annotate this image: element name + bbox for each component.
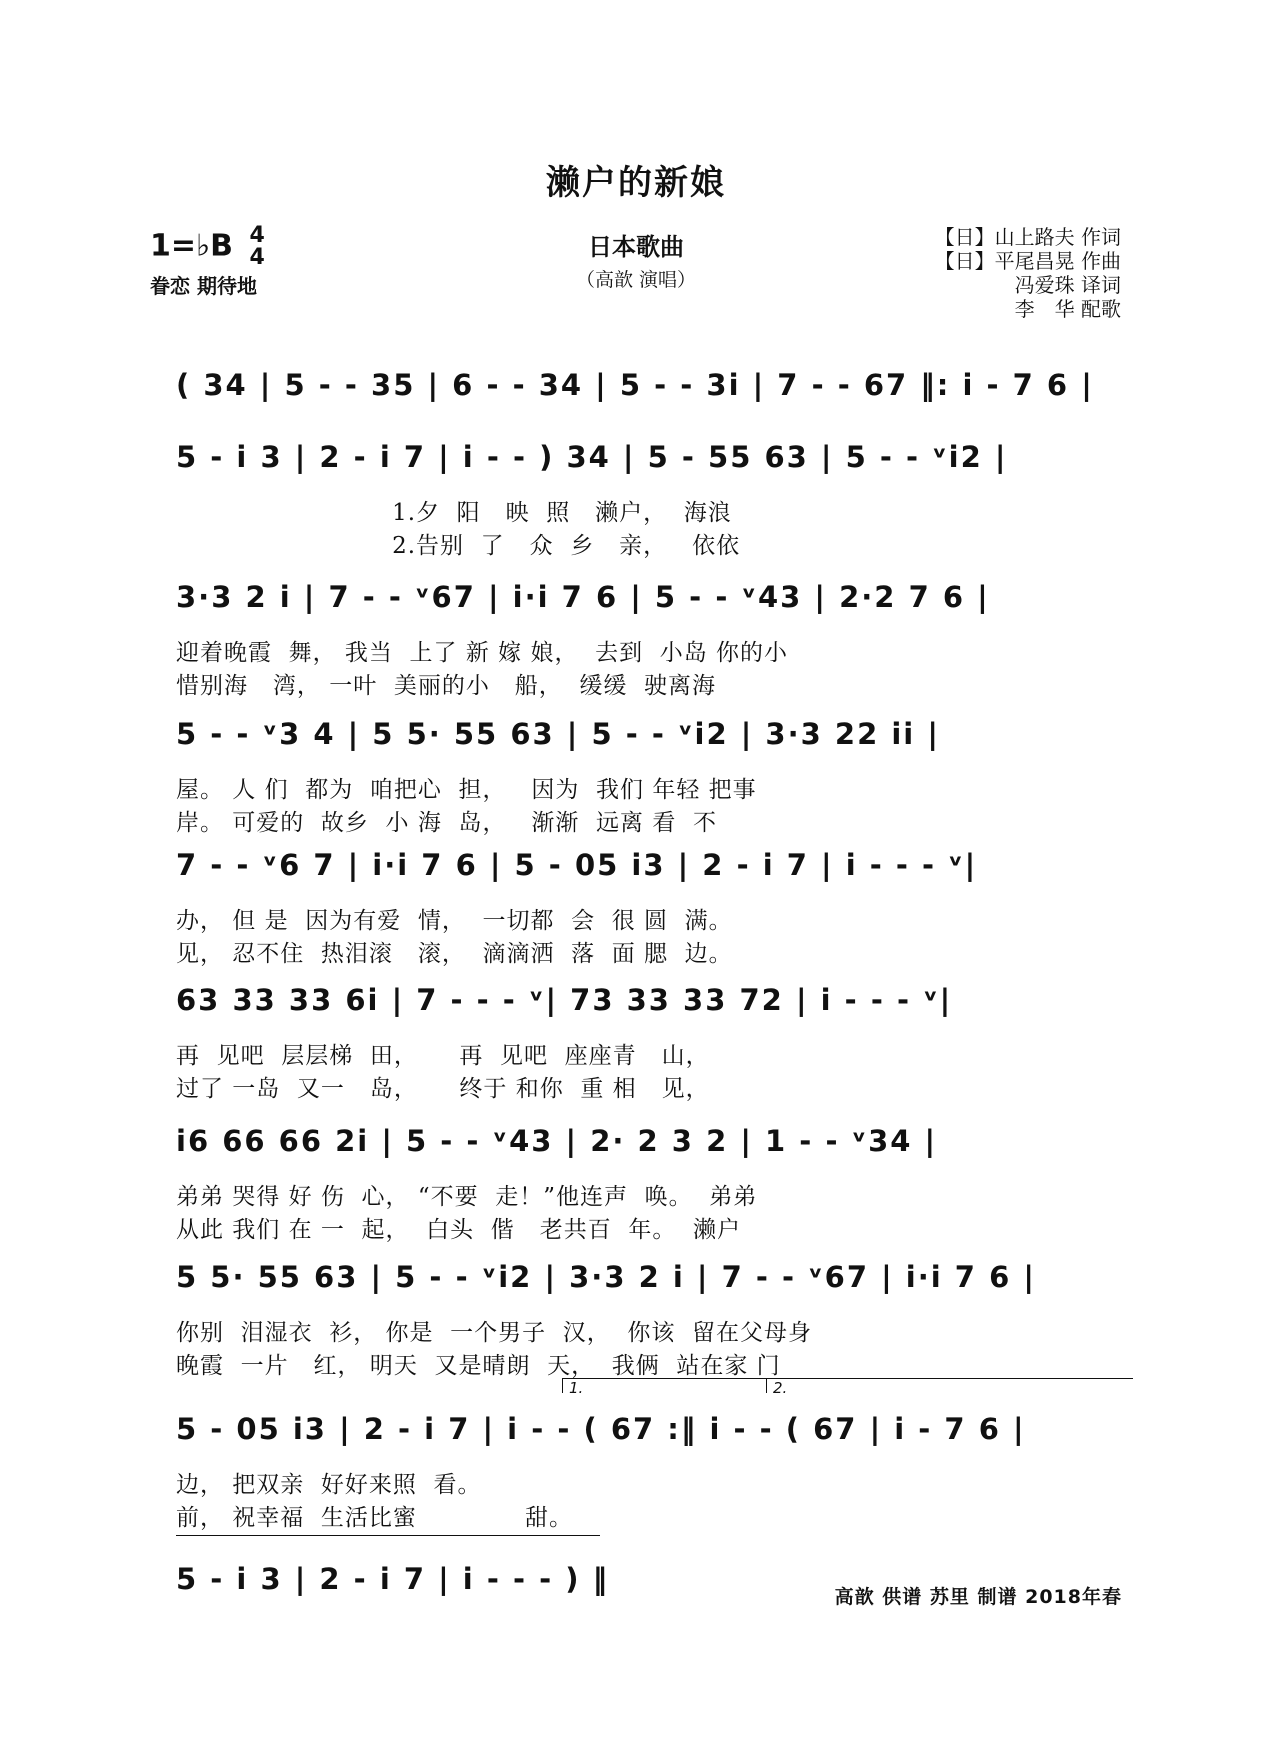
lyric-verse-2: 岸。 可爱的 故乡 小 海 岛， 渐渐 远离 看 不	[176, 810, 717, 836]
score-system-5	[176, 848, 1126, 968]
lyric-verse-1: 办， 但 是 因为有爱 情， 一切都 会 很 圆 满。	[176, 908, 733, 934]
lyric-verse-1: 迎着晚霞 舞， 我当 上了 新 嫁 娘， 去到 小岛 你的小	[176, 640, 789, 666]
lyricist-credit: 【日】山上路夫 作词	[934, 225, 1121, 249]
lyric-verse-2: 从此 我们 在 一 起， 白头 偕 老共百 年。 濑户	[176, 1217, 741, 1243]
notation-line: 5 - 05 i3 | 2 - i 7 | i - - ( 67 :‖ i - - ( 67 | i - 7 6 |	[176, 1412, 1026, 1446]
notation-line: 3·3 2 i | 7 - - ᵛ67 | i·i 7 6 | 5 - - ᵛ43 | 2·2 7 6 |	[176, 580, 990, 614]
tempo-marking: 眷恋 期待地	[150, 274, 257, 298]
lyric-verse-2: 过了 一岛 又一 岛， 终于 和你 重 相 见，	[176, 1076, 710, 1102]
score-system-3	[176, 580, 1126, 700]
score-system-9	[176, 1412, 1126, 1532]
notation-line: 5 - i 3 | 2 - i 7 | i - - - ) ‖	[176, 1562, 610, 1596]
lyric-verse-1: 边， 把双亲 好好来照 看。	[176, 1472, 482, 1498]
composer-credit: 【日】平尾昌晃 作曲	[934, 249, 1121, 273]
notation-line: 63 33 33 6i | 7 - - - ᵛ| 73 33 33 72 | i - - - ᵛ|	[176, 983, 953, 1017]
score-system-4	[176, 717, 1126, 837]
score-system-6	[176, 983, 1126, 1103]
lyric-verse-1: 弟弟 哭得 好 伤 心， “不要 走！”他连声 唤。 弟弟	[176, 1184, 758, 1210]
notation-line: i6 66 66 2i | 5 - - ᵛ43 | 2· 2 3 2 | 1 - - ᵛ34 |	[176, 1124, 938, 1158]
notation-line: 5 - i 3 | 2 - i 7 | i - - ) 34 | 5 - 55 63 | 5 - - ᵛi2 |	[176, 440, 1008, 474]
song-origin: 日本歌曲	[588, 233, 684, 261]
notation-line: ( 34 | 5 - - 35 | 6 - - 34 | 5 - - 3i | 7 - - 67 ‖: i - 7 6 |	[176, 368, 1094, 402]
second-ending-continuation	[176, 1535, 600, 1536]
score-system-7	[176, 1124, 1126, 1244]
notation-line: 7 - - ᵛ6 7 | i·i 7 6 | 5 - 05 i3 | 2 - i 7 | i - - - ᵛ|	[176, 848, 978, 882]
arranger-credit: 李 华 配歌	[1014, 297, 1121, 321]
performer: （高歆 演唱）	[575, 269, 697, 291]
lyric-verse-1: 再 见吧 层层梯 田， 再 见吧 座座青 山，	[176, 1043, 710, 1069]
lyric-verse-2: 见， 忍不住 热泪滚 滚， 滴滴洒 落 面 腮 边。	[176, 941, 733, 967]
score-system-8	[176, 1260, 1126, 1380]
translator-credit: 冯爱珠 译词	[1014, 273, 1121, 297]
first-ending-bracket: 1.	[562, 1378, 769, 1393]
notation-line: 5 5· 55 63 | 5 - - ᵛi2 | 3·3 2 i | 7 - - ᵛ67 | i·i 7 6 |	[176, 1260, 1036, 1294]
notation-line: 5 - - ᵛ3 4 | 5 5· 55 63 | 5 - - ᵛi2 | 3·3 22 ii |	[176, 717, 940, 751]
score-system-2	[176, 440, 1126, 560]
time-top: 4	[249, 223, 265, 248]
score-system-1	[176, 368, 1126, 408]
lyric-verse-2: 晚霞 一片 红， 明天 又是晴朗 天， 我俩 站在家 门	[176, 1353, 781, 1379]
lyric-verse-1: 屋。 人 们 都为 咱把心 担， 因为 我们 年轻 把事	[176, 777, 757, 803]
lyric-verse-2: 2.告别 了 众 乡 亲， 依依	[176, 533, 741, 559]
score-footer: 高歆 供谱 苏里 制谱 2018年春	[834, 1586, 1122, 1608]
key-text: 1=♭B	[150, 228, 234, 264]
second-ending-bracket: 2.	[766, 1378, 1133, 1393]
lyric-verse-2: 惜别海 湾， 一叶 美丽的小 船， 缓缓 驶离海	[176, 673, 717, 699]
credits	[905, 225, 1121, 321]
song-title: 濑户的新娘	[546, 163, 726, 203]
lyric-verse-1: 1.夕 阳 映 照 濑户， 海浪	[176, 500, 732, 526]
lyric-verse-2: 前， 祝幸福 生活比蜜 甜。	[176, 1505, 573, 1531]
time-bottom: 4	[249, 245, 265, 270]
lyric-verse-1: 你别 泪湿衣 衫， 你是 一个男子 汉， 你该 留在父母身	[176, 1320, 813, 1346]
